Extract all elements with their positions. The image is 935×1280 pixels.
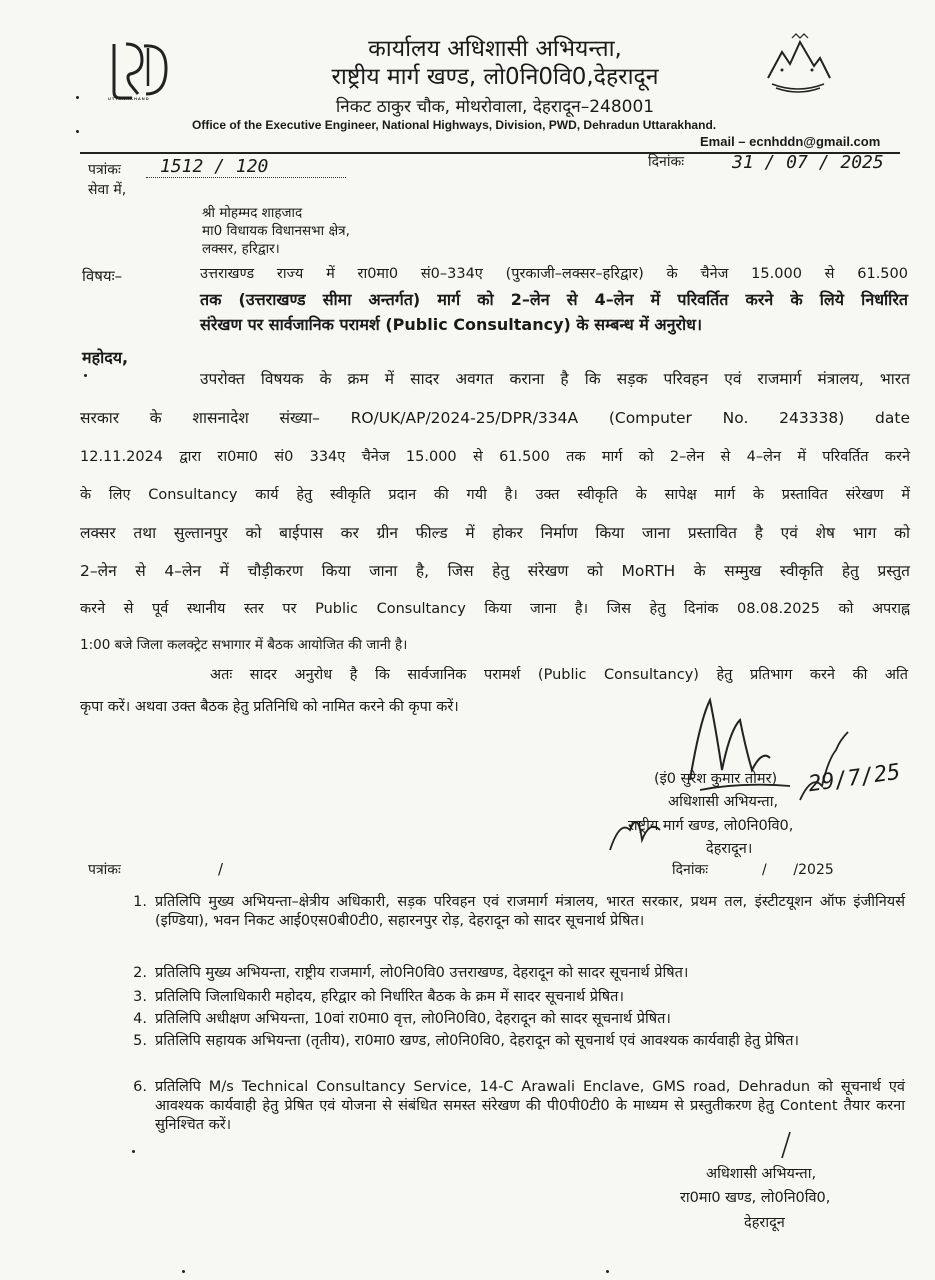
body-line-1: उपरोक्त विषयक के क्रम में सादर अवगत कराना है कि सड़क परिवहन एवं राजमार्ग मंत्रालय, भारत	[200, 370, 910, 388]
punch-mark	[76, 96, 79, 99]
copy-item-num: 1.	[133, 894, 147, 910]
division-title-hindi: राष्ट्रीय मार्ग खण्ड, लो0नि0वि0,देहरादून	[331, 64, 659, 90]
addressee-designation: मा0 विधायक विधानसभा क्षेत्र,	[202, 223, 350, 239]
body-line-7: करने से पूर्व स्थानीय स्तर पर Public Consultancy किया जाना है। जिस हेतु दिनांक 08.08.2025 को अपराह्न	[80, 601, 910, 617]
bottom-division: रा0मा0 खण्ड, लो0नि0वि0,	[680, 1190, 831, 1206]
body-line-2: सरकार के शासनादेश संख्या– RO/UK/AP/2024-25/DPR/334A (Computer No. 243338) date	[80, 409, 910, 427]
salutation: महोदय,	[82, 348, 129, 367]
patrank-value: 1512 / 120	[160, 156, 269, 177]
subject-line-1: उत्तराखण्ड राज्य में रा0मा0 सं0–334ए (पुरकाजी–लक्सर–हरिद्वार) के चैनेज 15.000 से 61.500	[200, 266, 908, 282]
copy-item-text: प्रतिलिपि सहायक अभियन्ता (तृतीय), रा0मा0 खण्ड, लो0नि0वि0, देहरादून को सूचनार्थ एवं आवश्यक कार्यवाही हेतु प्रेषित।	[155, 1033, 800, 1049]
pwd-logo	[108, 36, 174, 102]
signatory-designation: अधिशासी अभियन्ता,	[668, 794, 779, 810]
copy-item-num: 5.	[133, 1033, 147, 1049]
punch-mark	[84, 374, 87, 377]
seva-me: सेवा में,	[88, 182, 127, 198]
copy-item-text: प्रतिलिपि मुख्य अभियन्ता, राष्ट्रीय राजमार्ग, लो0नि0वि0 उत्तराखण्ड, देहरादून को सादर सूचनार्थ प्रेषित।	[155, 965, 689, 981]
logo-caption: UTTARAKHAND	[108, 96, 150, 101]
body-line-4: के लिए Consultancy कार्य हेतु स्वीकृति प्रदान की गयी है। उक्त स्वीकृति के सापेक्ष मार्ग के प्रस्तावित संरेखण में	[80, 487, 910, 503]
body-line-3: 12.11.2024 द्वारा रा0मा0 सं0 334ए चैनेज 15.000 से 61.500 तक मार्ग को 2–लेन से 4–लेन में परिवर्तित करने	[80, 449, 910, 465]
copy-item-text: प्रतिलिपि अधीक्षण अभियन्ता, 10वां रा0मा0 वृत्त, लो0नि0वि0, देहरादून को सादर सूचनार्थ प्रेषित।	[155, 1011, 671, 1027]
subject-line-2: तक (उत्तराखण्ड सीमा अन्तर्गत) मार्ग को 2–लेन से 4–लेन में परिवर्तित करने के लिये निर्धारित	[200, 290, 908, 309]
request-line-2: कृपा करें। अथवा उक्त बैठक हेतु प्रतिनिधि को नामित करने की कृपा करें।	[80, 699, 459, 715]
signatory-division: राष्ट्रीय मार्ग खण्ड, लो0नि0वि0,	[628, 818, 794, 834]
bottom-signature-stroke	[776, 1130, 796, 1160]
mountain-emblem-icon	[762, 30, 834, 96]
copy-patrank-label: पत्रांकः	[88, 862, 121, 878]
patrank-label: पत्रांकः	[88, 162, 121, 178]
uttarakhand-emblem	[762, 30, 834, 96]
request-line-1: अतः सादर अनुरोध है कि सार्वजानिक परामर्श (Public Consultancy) हेतु प्रतिभाग करने की अति	[210, 667, 908, 683]
copy-dinank-value: / /2025	[762, 862, 834, 878]
office-email: Email – ecnhddn@gmail.com	[700, 134, 881, 149]
office-address-hindi: निकट ठाकुर चौक, मोथरोवाला, देहरादून–248001	[335, 97, 655, 117]
copy-item-num: 6.	[133, 1079, 147, 1095]
pwd-logo-icon	[108, 36, 174, 102]
copy-item-num: 3.	[133, 989, 147, 1005]
punch-mark	[606, 1270, 609, 1273]
body-line-5: लक्सर तथा सुल्तानपुर को बाईपास कर ग्रीन फील्ड में होकर निर्माण किया जाना प्रस्तावित है एवं शेष भाग को	[80, 524, 910, 542]
copy-item-text: प्रतिलिपि मुख्य अभियन्ता–क्षेत्रीय अधिकारी, सड़क परिवहन एवं राजमार्ग मंत्रालय, भारत सरकार, प्रथम तल, इंस्टीटयूशन ऑफ इंजीनियर्स (इण्डिया), भवन निकट आई0एस0बी0टी0, सहारनपुर रोड़, देहरादून को सादर सूचनार्थ प्रेषित।	[155, 894, 905, 929]
copy-dinank-label: दिनांकः	[672, 862, 709, 878]
copy-patrank-value: /	[218, 860, 224, 878]
punch-mark	[132, 1150, 135, 1153]
bottom-place: देहरादून	[744, 1215, 785, 1231]
subject-label: विषयः–	[82, 267, 123, 285]
addressee-name: श्री मोहम्मद शाहजाद	[202, 205, 303, 221]
copy-item-text: प्रतिलिपि जिलाधिकारी महोदय, हरिद्वार को निर्धारित बैठक के क्रम में सादर सूचनार्थ प्रेषित।	[155, 989, 624, 1005]
office-title-english: Office of the Executive Engineer, National Highways, Division, PWD, Dehradun Uttarakhand.	[192, 118, 717, 132]
punch-mark	[76, 130, 79, 133]
punch-mark	[182, 1270, 185, 1273]
copy-item-text: प्रतिलिपि M/s Technical Consultancy Service, 14-C Arawali Enclave, GMS road, Dehradun को सूचनार्थ एवं आवश्यक कार्यवाही हेतु प्रेषित एवं योजना से संबंधित समस्त संरेखण की पी0पी0टी0 के माध्यम से प्रस्तुतीकरण हेतु Content तैयार करना सुनिश्चित करें।	[155, 1079, 905, 1133]
copy-item-num: 4.	[133, 1011, 147, 1027]
addressee-place: लक्सर, हरिद्वार।	[202, 241, 280, 257]
body-line-8: 1:00 बजे जिला कलक्ट्रेट सभागार में बैठक आयोजित की जानी है।	[80, 637, 408, 653]
copy-item-num: 2.	[133, 965, 147, 981]
signatory-place: देहरादून।	[706, 841, 753, 857]
body-line-6: 2–लेन से 4–लेन में चौड़ीकरण किया जाना है, जिस हेतु संरेखण को MoRTH के सम्मुख स्वीकृति हेतु प्रस्तुत	[80, 562, 910, 580]
signature-date: 29/7/25	[806, 759, 903, 798]
dinank-label: दिनांकः	[648, 154, 685, 170]
patrank-underline	[146, 177, 346, 178]
office-title-hindi: कार्यालय अधिशासी अभियन्ता,	[368, 36, 622, 62]
dinank-value: 31 / 07 / 2025	[732, 152, 884, 173]
bottom-designation: अधिशासी अभियन्ता,	[706, 1166, 817, 1182]
signatory-name: (इं0 सुरेश कुमार तोमर)	[654, 771, 778, 787]
subject-block	[200, 262, 908, 337]
subject-line-3: संरेखण पर सार्वजानिक परामर्श (Public Consultancy) के सम्बन्ध में अनुरोध।	[200, 315, 703, 334]
